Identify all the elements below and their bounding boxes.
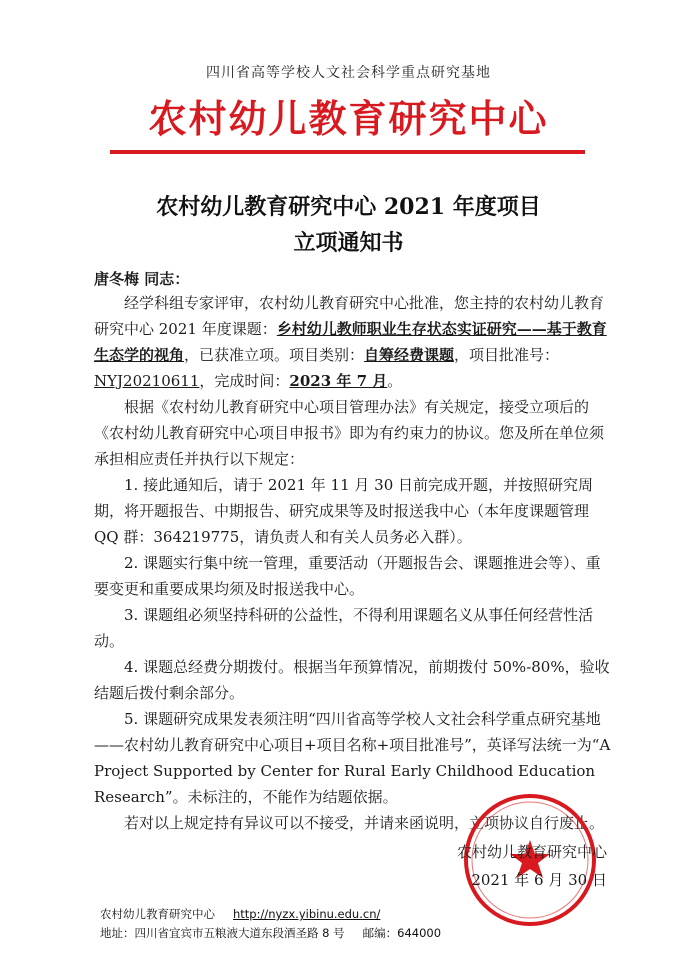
document-subtitle: 立项通知书 xyxy=(293,230,404,256)
notice-body xyxy=(94,290,614,836)
footer-postcode-label: 邮编： xyxy=(362,926,398,940)
completion-time: 2023 年 7 月 xyxy=(289,372,388,390)
paragraph-closing: 若对以上规定持有异议可以不接受，并请来函说明，立项协议自行废止。 xyxy=(124,814,605,832)
rule-item: 3. 课题组必须坚持科研的公益性，不得利用课题名义从事任何经营性活动。 xyxy=(94,606,594,650)
paragraph-regulations: 根据《农村幼儿教育研究中心项目管理办法》有关规定，接受立项后的《农村幼儿教育研究中心项目申报书》即为有约束力的协议。您及所在单位须承担相应责任并执行以下规定： xyxy=(94,398,605,468)
approval-number: NYJ20210611 xyxy=(94,372,200,390)
salutation: 唐冬梅 同志： xyxy=(94,270,190,288)
footer-org: 农村幼儿教育研究中心 xyxy=(100,907,215,921)
footer-postcode: 644000 xyxy=(397,926,442,940)
red-divider xyxy=(110,150,585,154)
rule-item: 2. 课题实行集中统一管理，重要活动（开题报告会、课题推进会等）、重要变更和重要成果均须及时报送我中心。 xyxy=(94,554,601,598)
footer-line-2 xyxy=(100,924,441,943)
footer-website-link[interactable]: http://nyzx.yibinu.edu.cn/ xyxy=(233,907,381,921)
signature-block xyxy=(437,838,607,894)
project-category: 自筹经费课题 xyxy=(364,346,455,364)
project-title: 乡村幼儿教师职业生存状态实证研究——基于教育生态学的视角 xyxy=(94,320,607,364)
document-title: 农村幼儿教育研究中心 2021 年度项目 xyxy=(156,194,541,220)
rule-item: 1. 接此通知后，请于 2021 年 11 月 30 日前完成开题，并按照研究周期，将开题报告、中期报告、研究成果等及时报送我中心（本年度课题管理 QQ 群：364219775，请负责人和有关人员务必入群）。 xyxy=(94,476,594,546)
rule-item: 4. 课题总经费分期拨付。根据当年预算情况，前期拨付 50%-80%，验收结题后拨付剩余部分。 xyxy=(94,658,610,702)
rule-item: 5. 课题研究成果发表须注明“四川省高等学校人文社会科学重点研究基地——农村幼儿教育研究中心项目+项目名称+项目批准号”，英译写法统一为“A Project Supported by Center for Rural Early Childhood Education Research”。未标注的，不能作为结题依据。 xyxy=(94,710,611,806)
signature-date: 2021 年 6 月 30 日 xyxy=(471,871,607,889)
footer xyxy=(100,905,441,943)
letterhead-title: 农村幼儿教育研究中心 xyxy=(148,97,549,141)
footer-line-1 xyxy=(100,905,441,924)
footer-address-label: 地址： xyxy=(100,926,135,940)
signature-org: 农村幼儿教育研究中心 xyxy=(456,843,607,861)
org-line: 四川省高等学校人文社会科学重点研究基地 xyxy=(206,65,491,81)
footer-address: 四川省宜宾市五粮液大道东段酒圣路 8 号 xyxy=(134,926,345,940)
paragraph-approval: 经学科组专家评审，农村幼儿教育研究中心批准，您主持的农村幼儿教育研究中心 2021 年度课题：乡村幼儿教师职业生存状态实证研究——基于教育生态学的视角，已获准立项。项目类别：自筹经费课题，项目批准号：NYJ20210611，完成时间：2023 年 7 月。 xyxy=(94,294,607,390)
